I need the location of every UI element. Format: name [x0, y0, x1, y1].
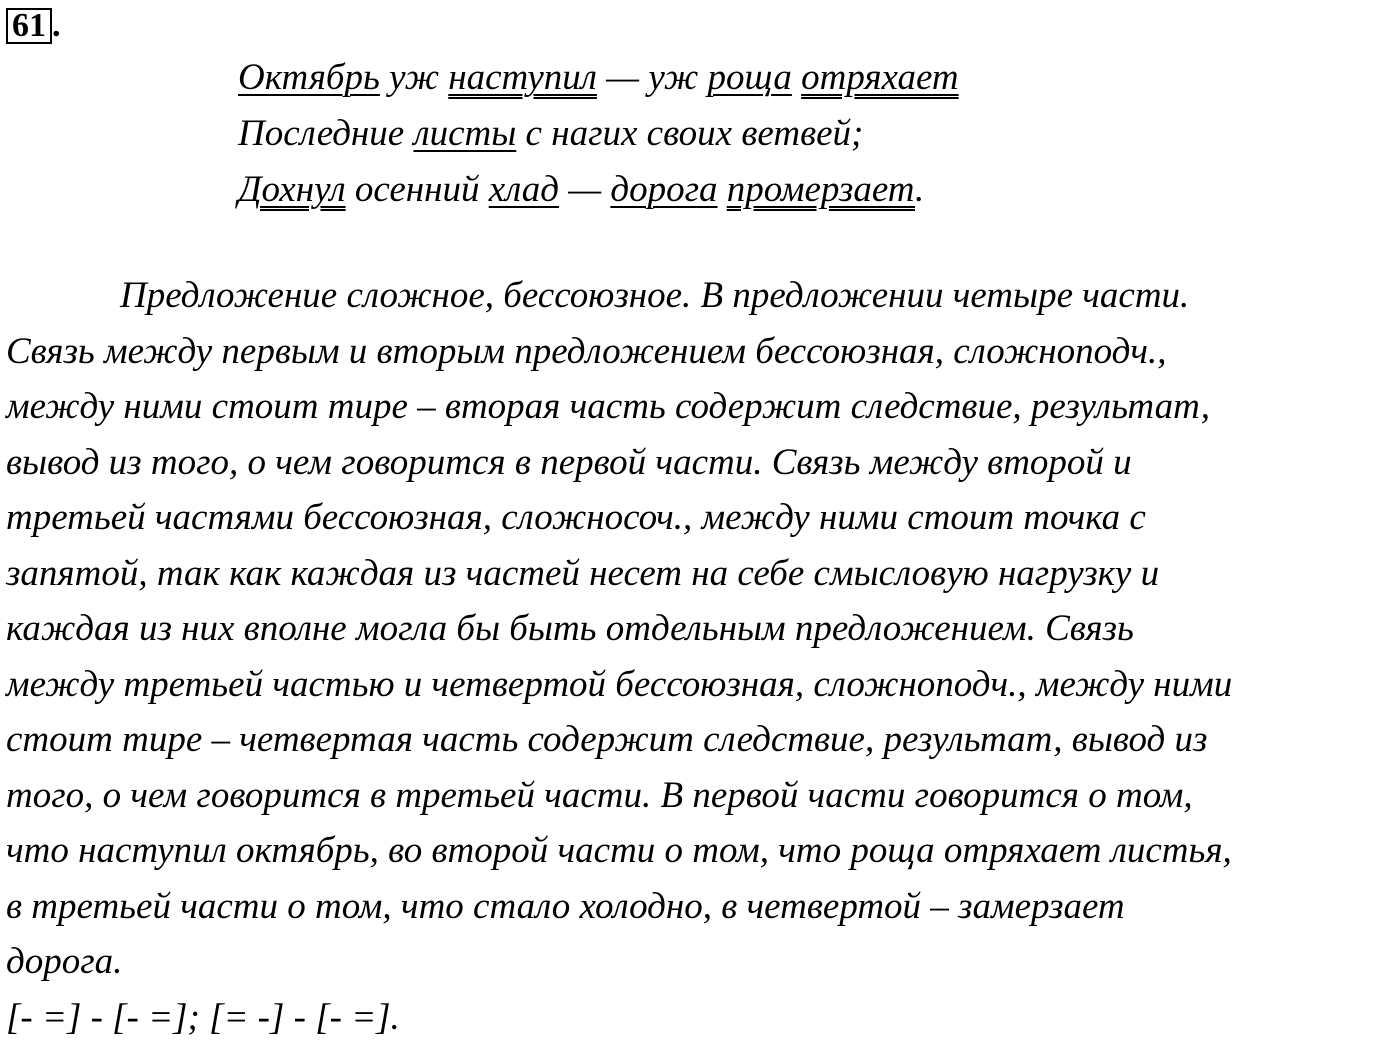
exercise-number-box: 61 [6, 8, 52, 44]
predicate-word: наступил [448, 57, 597, 98]
analysis-line: Предложение сложное, бессоюзное. В предложении четыре части. [6, 268, 1398, 324]
poem-excerpt [238, 50, 959, 218]
poem-line-2 [238, 106, 959, 162]
poem-text: — [559, 169, 610, 210]
analysis-paragraph [6, 268, 1398, 1045]
analysis-line: между третьей частью и четвертой бессоюзная, сложноподч., между ними [6, 657, 1398, 713]
poem-text: с нагих своих ветвей; [516, 113, 863, 154]
subject-word: листы [413, 113, 516, 154]
poem-text [792, 57, 801, 98]
poem-text: осенний [346, 169, 489, 210]
predicate-word: промерзает [727, 169, 915, 210]
analysis-line: третьей частями бессоюзная, сложносоч., между ними стоит точка с [6, 490, 1398, 546]
exercise-number-suffix: . [52, 7, 61, 44]
analysis-line: в третьей части о том, что стало холодно, в четвертой – замерзает [6, 879, 1398, 935]
predicate-word: отряхает [801, 57, 959, 98]
analysis-line: между ними стоит тире – вторая часть содержит следствие, результат, [6, 379, 1398, 435]
analysis-line: Связь между первым и вторым предложением бессоюзная, сложноподч., [6, 324, 1398, 380]
analysis-line: стоит тире – четвертая часть содержит следствие, результат, вывод из [6, 712, 1398, 768]
exercise-number [6, 8, 61, 44]
predicate-word: Дохнул [238, 169, 346, 210]
analysis-line: того, о чем говорится в третьей части. В первой части говорится о том, [6, 768, 1398, 824]
analysis-line: каждая из них вполне могла бы быть отдельным предложением. Связь [6, 601, 1398, 657]
poem-text: — уж [597, 57, 708, 98]
poem-line-1 [238, 50, 959, 106]
poem-text: Последние [238, 113, 413, 154]
analysis-line: дорога. [6, 934, 1398, 990]
poem-text: уж [380, 57, 448, 98]
poem-line-3 [238, 162, 959, 218]
poem-text [718, 169, 727, 210]
poem-text: . [915, 169, 924, 210]
subject-word: хлад [489, 169, 559, 210]
subject-word: Октябрь [238, 57, 380, 98]
analysis-line: что наступил октябрь, во второй части о том, что роща отряхает листья, [6, 823, 1398, 879]
subject-word: роща [708, 57, 792, 98]
analysis-line: вывод из того, о чем говорится в первой части. Связь между второй и [6, 435, 1398, 491]
analysis-line: запятой, так как каждая из частей несет на себе смысловую нагрузку и [6, 546, 1398, 602]
subject-word: дорога [610, 169, 717, 210]
sentence-scheme: [- =] - [- =]; [= -] - [- =]. [6, 990, 1398, 1045]
